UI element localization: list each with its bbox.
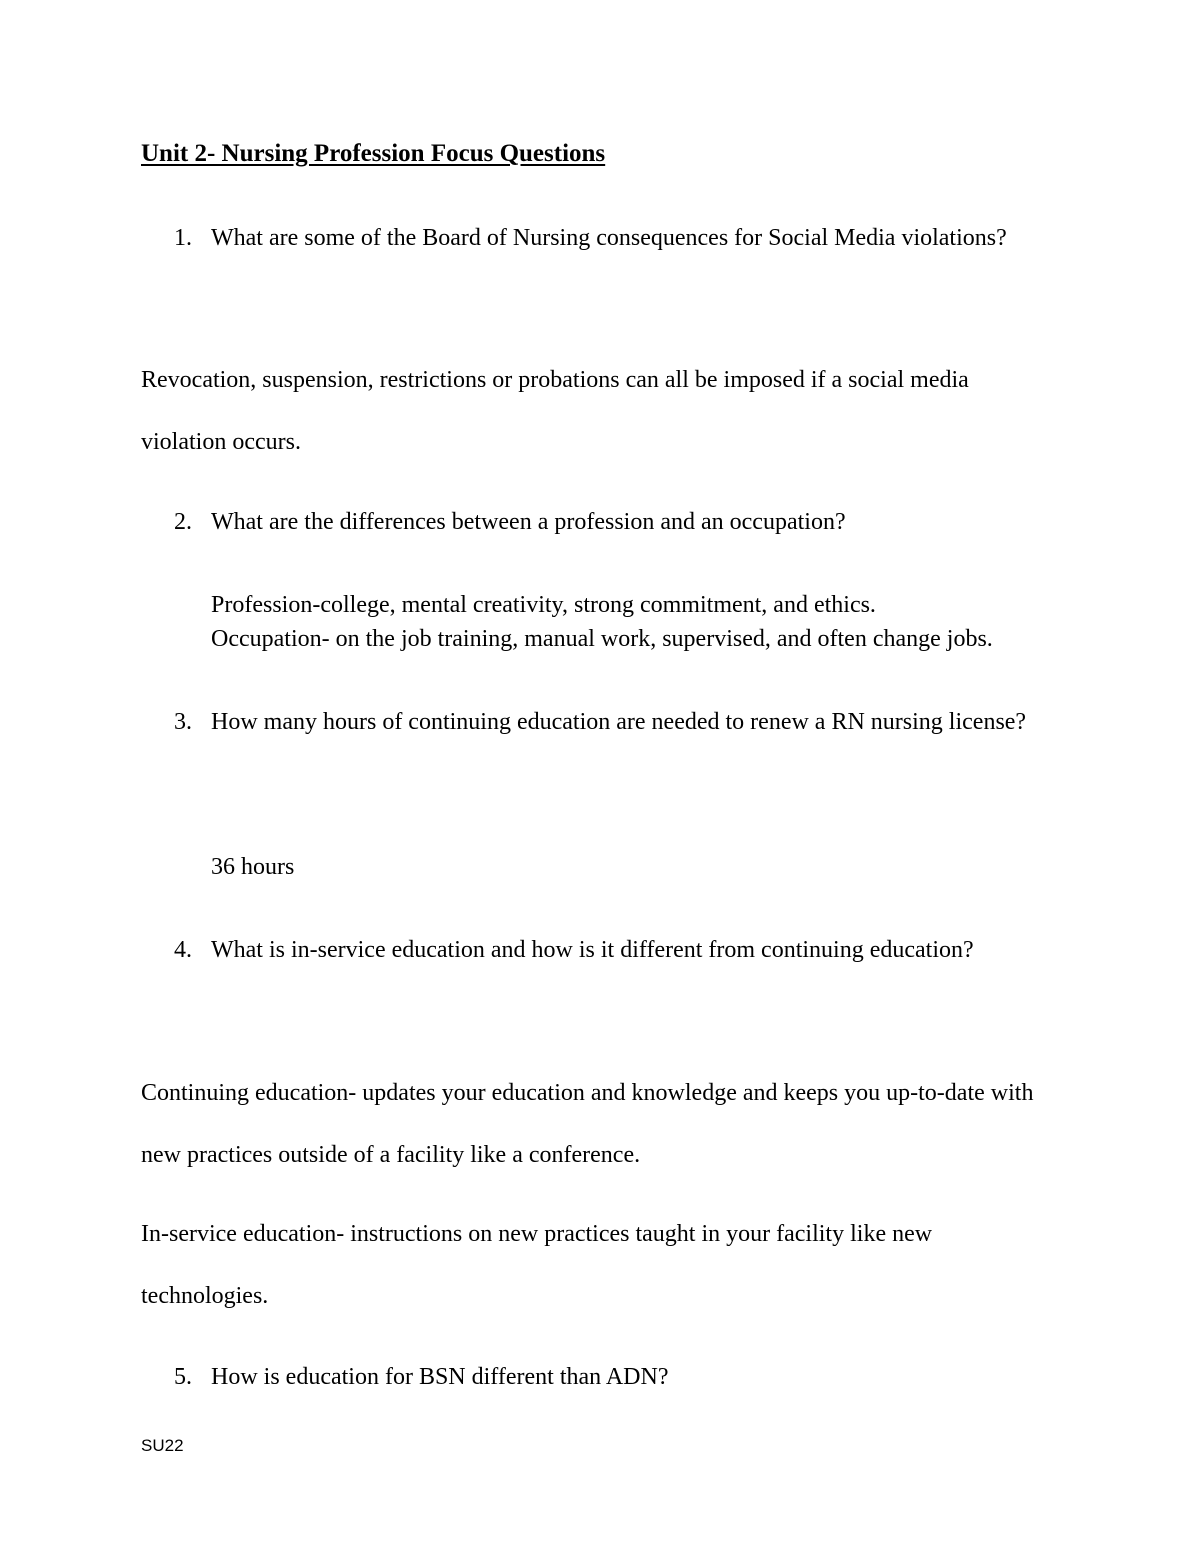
- page-footer: SU22: [141, 1436, 184, 1455]
- question-number: 5.: [174, 1364, 192, 1390]
- answer-2-profession: Profession-college, mental creativity, strong commitment, and ethics.: [211, 592, 876, 618]
- question-text: How many hours of continuing education are needed to renew a RN nursing license?: [211, 709, 1027, 735]
- question-number: 1.: [174, 225, 192, 251]
- answer-3: 36 hours: [211, 854, 295, 880]
- question-3: [174, 690, 1054, 754]
- answer-2: [211, 588, 1061, 656]
- question-text: What are some of the Board of Nursing consequences for Social Media violations?: [211, 225, 1007, 251]
- answer-2-occupation: Occupation- on the job training, manual work, supervised, and often change jobs.: [211, 626, 993, 652]
- question-1: [174, 206, 1054, 270]
- question-text: What are the differences between a profession and an occupation?: [211, 509, 846, 535]
- question-4: [174, 918, 1054, 982]
- question-5: [174, 1345, 1054, 1409]
- question-text: How is education for BSN different than ADN?: [211, 1364, 669, 1390]
- question-text: What is in-service education and how is it different from continuing education?: [211, 937, 974, 963]
- question-number: 3.: [174, 709, 192, 735]
- question-number: 2.: [174, 509, 192, 535]
- question-2: [174, 490, 1054, 554]
- page-title: Unit 2- Nursing Profession Focus Questions: [141, 140, 606, 167]
- question-number: 4.: [174, 937, 192, 963]
- answer-4-continuing: Continuing education- updates your education and knowledge and keeps you up-to-date with new practices outside of a facility like a conference.: [141, 1080, 1034, 1168]
- answer-4-inservice: In-service education- instructions on new practices taught in your facility like new technologies.: [141, 1221, 933, 1309]
- answer-1: Revocation, suspension, restrictions or probations can all be imposed if a social media violation occurs.: [141, 367, 969, 455]
